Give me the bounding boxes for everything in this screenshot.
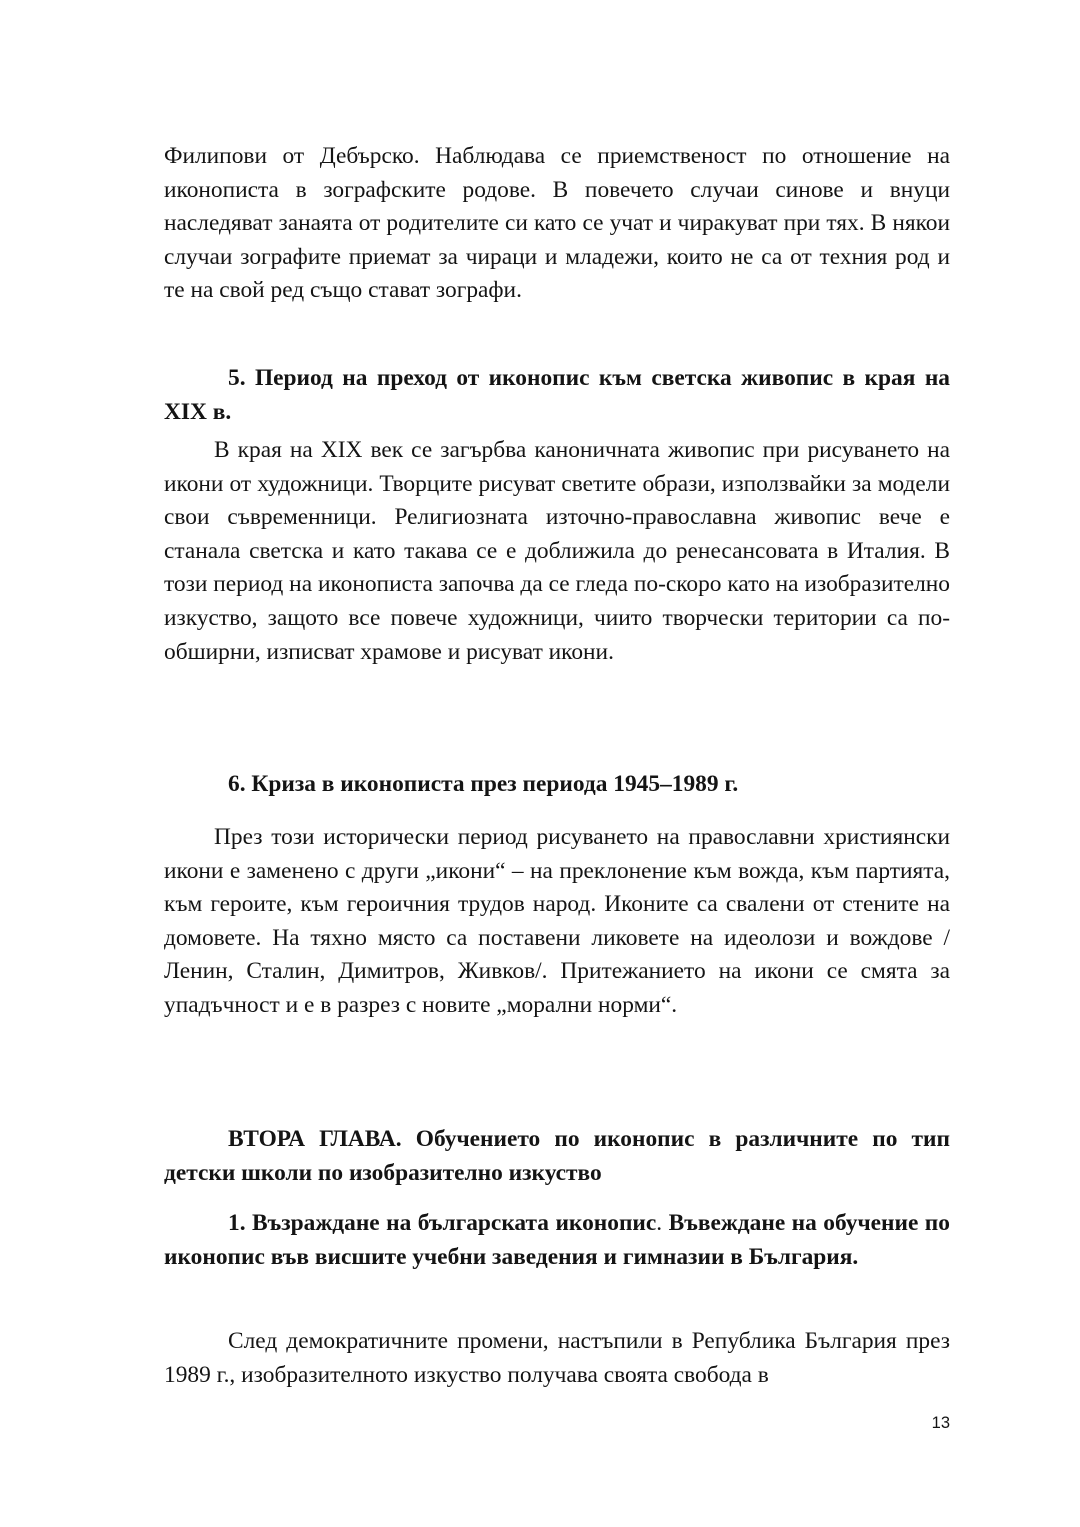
subsection-1-heading-part1: 1. Възраждане на българската иконопис xyxy=(228,1210,657,1236)
section-5-paragraph: В края на XIX век се загърбва каноничната живопис при рисуването на икони от художници. Творците рисуват светите образи, използвайки за модели свои съвременници. Религиозната източно-православна живопис вече е станала светска и като такава се е доближила до ренесансовата в Италия. В този период на иконописта започва да се гледа по-скоро като на изобразително изкуство, защото все повече художници, чиито творчески територии са по-обширни, изписват храмове и рисуват икони. xyxy=(164,437,950,665)
section-5-heading: 5. Период на преход от иконопис към светска живопис в края на XIX в. xyxy=(164,365,950,425)
subsection-1-heading-part2: Въвеждане на обучение по иконопис във висшите учебни заведения и гимназии в България. xyxy=(164,1210,950,1270)
chapter-2-subsection-1-paragraph: След демократичните промени, настъпили в Република България през 1989 г., изобразителното изкуство получава своята свобода в xyxy=(164,1328,950,1388)
section-6-paragraph: През този исторически период рисуването на православни християнски икони е заменено с други „икони“ – на преклонение към вожда, към партията, към героите, към героичния трудов народ. Иконите са свалени от стените на домовете. На тяхно място са поставени ликовете на идеолози и вождове /Ленин, Сталин, Димитров, Живков/. Притежанието на икони се смята за упадъчност и е в разрез с новите „морални норми“. xyxy=(164,824,950,1018)
chapter-2-heading: ВТОРА ГЛАВА. Обучението по иконопис в различните по тип детски школи по изобразително изкуство xyxy=(164,1126,950,1186)
section-6-heading: 6. Криза в иконописта през периода 1945–1989 г. xyxy=(228,771,739,797)
subsection-1-heading-separator: . xyxy=(656,1210,663,1236)
chapter-2-subsection-1-heading xyxy=(164,1207,950,1274)
page-number: 13 xyxy=(931,1414,950,1432)
intro-paragraph: Филипови от Дебърско. Наблюдава се приемственост по отношение на иконописта в зографските родове. В повечето случаи синове и внуци наследяват занаята от родителите си като се учат и чиракуват при тях. В някои случаи зографите приемат за чираци и младежи, които не са от техния род и те на свой ред също стават зографи. xyxy=(164,143,950,304)
